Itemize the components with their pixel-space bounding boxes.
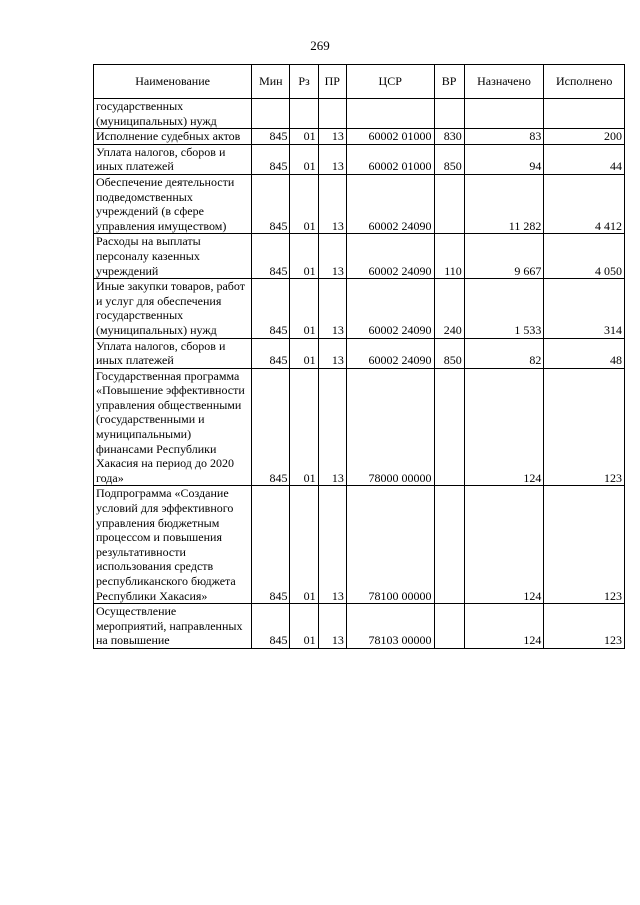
cell-pr: 13: [318, 234, 346, 279]
cell-executed: [544, 99, 625, 129]
cell-min: 845: [252, 338, 290, 368]
cell-pr: 13: [318, 486, 346, 604]
cell-rz: 01: [290, 234, 318, 279]
cell-csr: 60002 24090: [346, 174, 434, 233]
table-row: [94, 129, 625, 145]
header-assigned: Назначено: [464, 65, 544, 99]
cell-assigned: 82: [464, 338, 544, 368]
cell-vr: [434, 99, 464, 129]
cell-min: [252, 99, 290, 129]
cell-name: Обеспечение деятельности подведомственных учреждений (в сфере управления имуществом): [94, 174, 252, 233]
table-body: [94, 99, 625, 649]
cell-pr: 13: [318, 279, 346, 338]
cell-assigned: 9 667: [464, 234, 544, 279]
cell-pr: 13: [318, 604, 346, 649]
cell-rz: 01: [290, 174, 318, 233]
cell-min: 845: [252, 604, 290, 649]
header-vr: ВР: [434, 65, 464, 99]
table-header-row: [94, 65, 625, 99]
cell-vr: [434, 486, 464, 604]
cell-pr: [318, 99, 346, 129]
cell-csr: 78100 00000: [346, 486, 434, 604]
cell-vr: [434, 368, 464, 486]
page-number: 269: [310, 38, 330, 53]
cell-min: 845: [252, 144, 290, 174]
table-row: [94, 338, 625, 368]
cell-min: 845: [252, 174, 290, 233]
header-name: Наименование: [94, 65, 252, 99]
cell-name: Уплата налогов, сборов и иных платежей: [94, 338, 252, 368]
cell-assigned: 124: [464, 368, 544, 486]
table-row: [94, 234, 625, 279]
cell-rz: 01: [290, 604, 318, 649]
cell-executed: 200: [544, 129, 625, 145]
cell-name: Государственная программа «Повышение эффективности управления общественными (государственными и муниципальными) финансами Республики Хакасия на период до 2020 года»: [94, 368, 252, 486]
cell-vr: 830: [434, 129, 464, 145]
table-row: [94, 99, 625, 129]
cell-min: 845: [252, 234, 290, 279]
cell-rz: 01: [290, 368, 318, 486]
cell-pr: 13: [318, 129, 346, 145]
cell-name: государственных (муниципальных) нужд: [94, 99, 252, 129]
cell-pr: 13: [318, 144, 346, 174]
cell-assigned: 1 533: [464, 279, 544, 338]
cell-csr: 60002 01000: [346, 129, 434, 145]
cell-rz: 01: [290, 338, 318, 368]
cell-assigned: 124: [464, 486, 544, 604]
cell-assigned: [464, 99, 544, 129]
cell-executed: 4 412: [544, 174, 625, 233]
header-csr: ЦСР: [346, 65, 434, 99]
header-rz: Рз: [290, 65, 318, 99]
cell-csr: 60002 24090: [346, 338, 434, 368]
cell-vr: 850: [434, 338, 464, 368]
cell-rz: 01: [290, 144, 318, 174]
cell-executed: 48: [544, 338, 625, 368]
cell-name: Подпрограмма «Создание условий для эффективного управления бюджетным процессом и повышения результативности использования средств республиканского бюджета Республики Хакасия»: [94, 486, 252, 604]
cell-pr: 13: [318, 368, 346, 486]
cell-pr: 13: [318, 174, 346, 233]
cell-min: 845: [252, 279, 290, 338]
cell-executed: 123: [544, 368, 625, 486]
table-row: [94, 604, 625, 649]
cell-rz: [290, 99, 318, 129]
table-row: [94, 368, 625, 486]
cell-name: Иные закупки товаров, работ и услуг для обеспечения государственных (муниципальных) нужд: [94, 279, 252, 338]
cell-executed: 44: [544, 144, 625, 174]
cell-min: 845: [252, 486, 290, 604]
cell-assigned: 124: [464, 604, 544, 649]
cell-csr: 60002 24090: [346, 234, 434, 279]
table-row: [94, 486, 625, 604]
cell-executed: 123: [544, 486, 625, 604]
cell-executed: 4 050: [544, 234, 625, 279]
cell-rz: 01: [290, 129, 318, 145]
cell-executed: 123: [544, 604, 625, 649]
cell-vr: [434, 174, 464, 233]
cell-csr: 78000 00000: [346, 368, 434, 486]
cell-assigned: 11 282: [464, 174, 544, 233]
cell-csr: 60002 24090: [346, 279, 434, 338]
cell-vr: 240: [434, 279, 464, 338]
cell-pr: 13: [318, 338, 346, 368]
cell-min: 845: [252, 368, 290, 486]
cell-csr: [346, 99, 434, 129]
table-row: [94, 279, 625, 338]
cell-csr: 60002 01000: [346, 144, 434, 174]
table-row: [94, 144, 625, 174]
cell-vr: 110: [434, 234, 464, 279]
cell-executed: 314: [544, 279, 625, 338]
header-min: Мин: [252, 65, 290, 99]
cell-assigned: 94: [464, 144, 544, 174]
budget-table: [93, 64, 625, 649]
cell-name: Исполнение судебных актов: [94, 129, 252, 145]
cell-assigned: 83: [464, 129, 544, 145]
header-executed: Исполнено: [544, 65, 625, 99]
cell-name: Уплата налогов, сборов и иных платежей: [94, 144, 252, 174]
cell-name: Осуществление мероприятий, направленных на повышение: [94, 604, 252, 649]
cell-vr: 850: [434, 144, 464, 174]
header-pr: ПР: [318, 65, 346, 99]
table-row: [94, 174, 625, 233]
cell-name: Расходы на выплаты персоналу казенных учреждений: [94, 234, 252, 279]
cell-rz: 01: [290, 486, 318, 604]
cell-csr: 78103 00000: [346, 604, 434, 649]
cell-min: 845: [252, 129, 290, 145]
cell-rz: 01: [290, 279, 318, 338]
cell-vr: [434, 604, 464, 649]
